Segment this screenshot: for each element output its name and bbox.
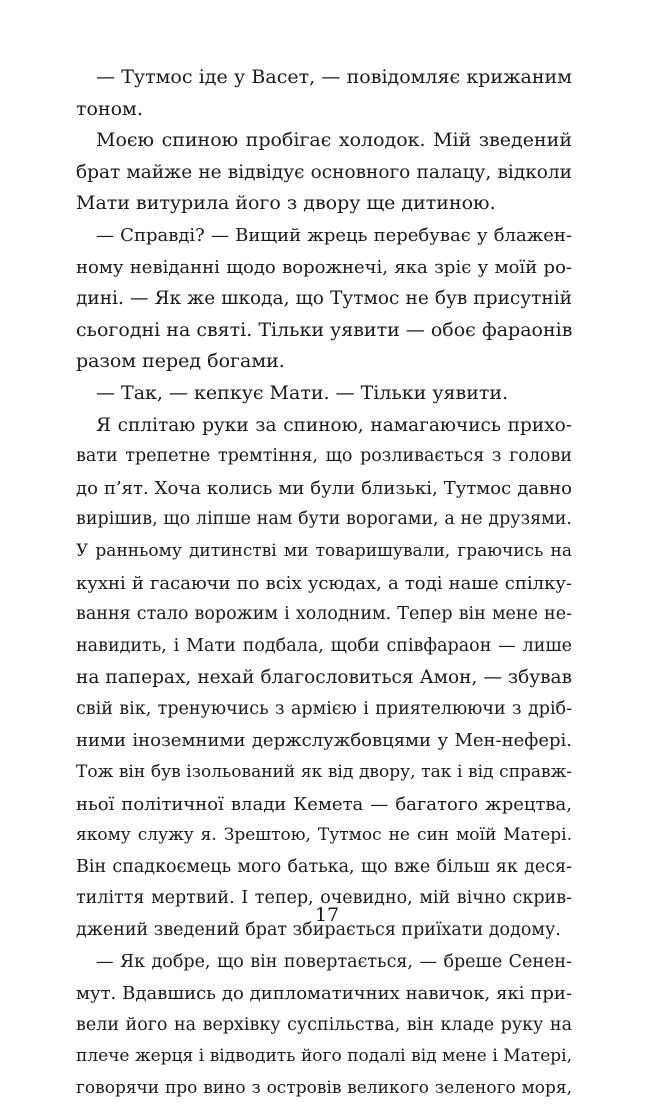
text-line: Моєю спиною пробігає холодок. Мій зведений [96, 129, 572, 152]
text-line: говорячи про вино з островів великого зеленого моря, [76, 1078, 572, 1098]
text-line: якому служу я. Зрештою, Тутмос не син моїй Матері. [76, 825, 572, 846]
text-line: — Справді? — Вищий жрець перебуває у блажен- [96, 224, 572, 246]
text-line: сьогодні на святі. Тільки уявити — обоє фараонів [76, 318, 572, 341]
text-line: ньої політичної влади Кемета — багатого жрецтва, [76, 793, 572, 815]
text-line: разом перед богами. [76, 350, 285, 373]
text-line: Мати витурила його з двору ще дитиною. [76, 192, 496, 215]
text-line: плече жерця і відводить його подалі від мене і Матері, [76, 1046, 572, 1067]
text-line: тиліття мертвий. І тепер, очевидно, мій вічно скрив- [76, 888, 572, 909]
text-line: вели його на верхівку суспільства, він кладе руку на [76, 1014, 572, 1035]
text-line: на паперах, нехай благословиться Амон, — збував [76, 667, 572, 689]
text-line: джений зведений брат збирається приїхати додому. [76, 920, 561, 941]
body-text [76, 62, 572, 1105]
text-line: ному невіданні щодо ворожнечі, яка зріє у моїй ро- [76, 256, 572, 278]
text-line: Я сплітаю руки за спиною, намагаючись прихо- [96, 414, 572, 436]
text-line: навидить, і Мати подбала, щоби співфараон — лише [76, 635, 572, 656]
text-line: ними іноземними держслужбовцями у Мен-нефері. [76, 730, 572, 752]
text-line: мут. Вдавшись до дипломатичних навичок, які при- [76, 983, 572, 1005]
text-line: Він спадкоємець мого батька, що вже більш як деся- [76, 856, 572, 877]
text-line: — Як добре, що він повертається, — бреше Сенен- [96, 951, 572, 972]
text-line: вирішив, що ліпше нам бути ворогами, а не друзями. [76, 509, 572, 530]
text-line: вати трепетне тремтіння, що розливається з голови [76, 446, 572, 467]
text-line: свій вік, тренуючись з армією і приятелюючи з дріб- [76, 698, 572, 719]
text-line: — Тутмос іде у Васет, — повідомляє крижаним [96, 66, 572, 88]
text-line: У ранньому дитинстві ми товаришували, граючись на [76, 540, 572, 561]
page-number: 17 [314, 904, 340, 926]
text-line: брат майже не відвідує основного палацу, відколи [76, 161, 572, 183]
text-line: кухні й гасаючи по всіх усюдах, а тоді наше спілку- [76, 572, 572, 594]
text-line: вання стало ворожим і холодним. Тепер він мене не- [76, 604, 572, 625]
text-line: Тож він був ізольований як від двору, так і від справж- [76, 762, 572, 783]
text-line: — Так, — кепкує Мати. — Тільки уявити. [96, 381, 509, 404]
text-line: дині. — Як же шкода, що Тутмос не був присутній [76, 288, 572, 310]
text-line: до п’ят. Хоча колись ми були близькі, Тутмос давно [76, 477, 572, 499]
text-line: тоном. [76, 97, 143, 120]
